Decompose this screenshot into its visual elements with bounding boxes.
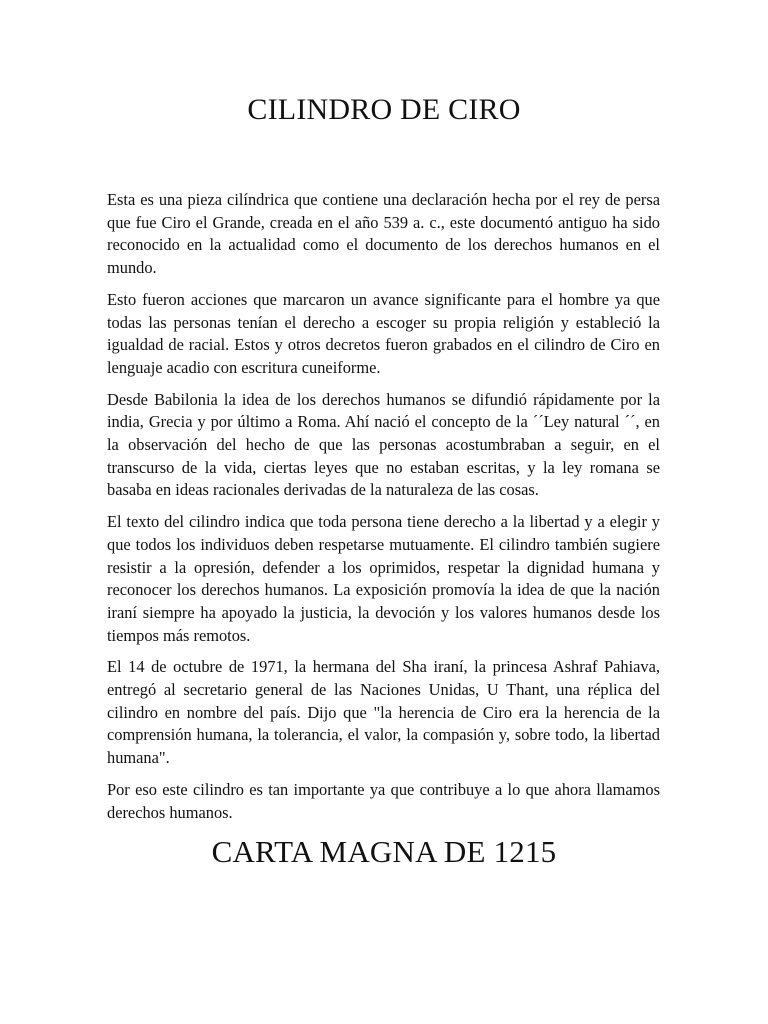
page-title: CILINDRO DE CIRO <box>247 93 521 126</box>
section-heading: CARTA MAGNA DE 1215 <box>211 834 557 869</box>
paragraph: Esto fueron acciones que marcaron un avance significante para el hombre ya que todas las personas tenían el derecho a escoger su propia religión y estableció la igualdad de racial. Estos y otros decretos fueron grabados en el cilindro de Ciro en lenguaje acadio con escritura cuneiforme. <box>107 289 660 377</box>
paragraph: Por eso este cilindro es tan importante ya que contribuye a lo que ahora llamamos derechos humanos. <box>107 779 660 822</box>
paragraph: El 14 de octubre de 1971, la hermana del Sha iraní, la princesa Ashraf Pahiava, entregó al secretario general de las Naciones Unidas, U Thant, una réplica del cilindro en nombre del país. Dijo que "la herencia de Ciro era la herencia de la comprensión humana, la tolerancia, el valor, la compasión y, sobre todo, la libertad humana". <box>107 657 660 768</box>
paragraph: El texto del cilindro indica que toda persona tiene derecho a la libertad y a elegir y que todos los individuos deben respetarse mutuamente. El cilindro también sugiere resistir a la opresión, defender a los oprimidos, respetar la dignidad humana y reconocer los derechos humanos. La exposición promovía la idea de que la nación iraní siempre ha apoyado la justicia, la devoción y los valores humanos desde los tiempos más remotos. <box>107 512 660 645</box>
document-body <box>107 189 660 833</box>
paragraph: Desde Babilonia la idea de los derechos humanos se difundió rápidamente por la india, Grecia y por último a Roma. Ahí nació el concepto de la ´´Ley natural ´´, en la observación del hecho de que las personas acostumbraban a seguir, en el transcurso de la vida, ciertas leyes que no estaban escritas, y la ley romana se basaba en ideas racionales derivadas de la naturaleza de las cosas. <box>107 389 660 500</box>
paragraph: Esta es una pieza cilíndrica que contiene una declaración hecha por el rey de persa que fue Ciro el Grande, creada en el año 539 a. c., este documentó antiguo ha sido reconocido en la actualidad como el documento de los derechos humanos en el mundo. <box>107 190 660 278</box>
